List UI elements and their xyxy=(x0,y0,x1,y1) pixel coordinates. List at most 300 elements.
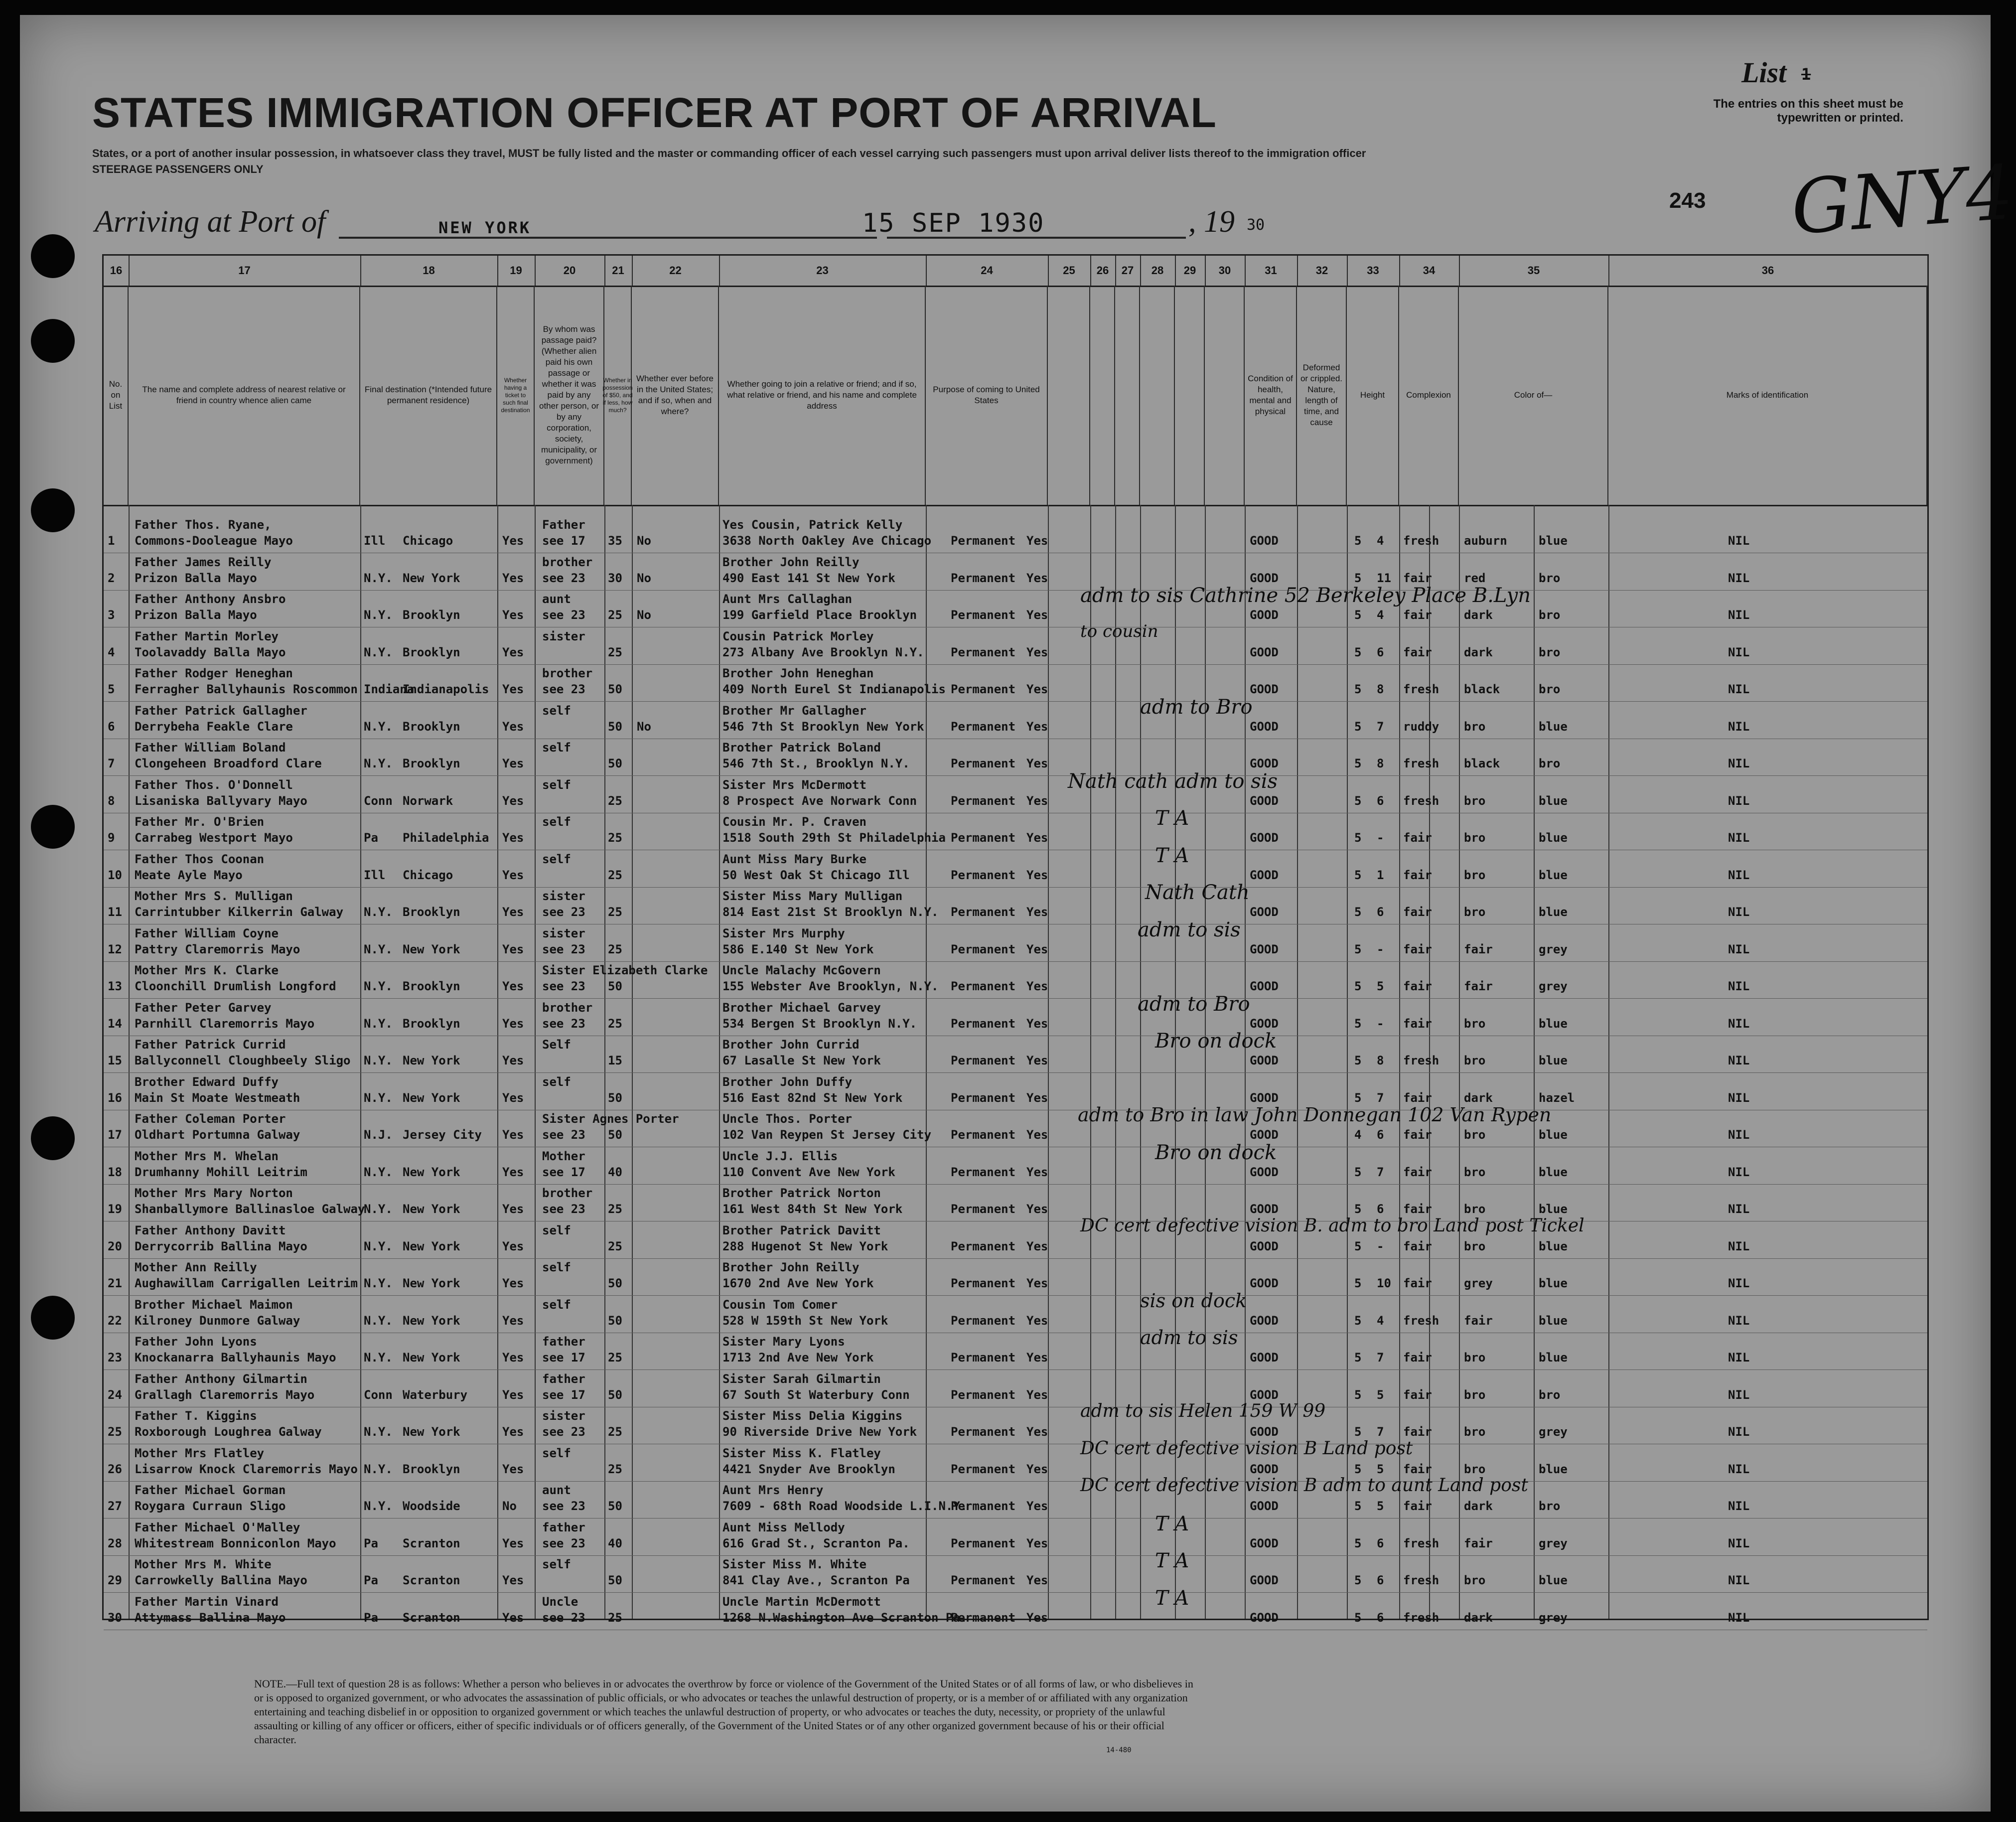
cell-rel2: Shanballymore Ballinasloe Galway xyxy=(135,1202,365,1216)
cell-stay: Yes xyxy=(1026,1276,1048,1290)
cell-marks: NIL xyxy=(1728,534,1750,548)
cell-rel2: Kilroney Dunmore Galway xyxy=(135,1313,300,1328)
typewritten-note: The entries on this sheet must be typewritten or printed. xyxy=(1713,97,1903,125)
cell-ticket: Yes xyxy=(502,682,524,696)
table-row xyxy=(104,775,1927,813)
cell-feet: 5 xyxy=(1354,534,1362,548)
cell-no: 11 xyxy=(108,905,122,919)
column-number: 25 xyxy=(1048,256,1091,286)
cell-marks: NIL xyxy=(1728,831,1750,845)
cell-purpose: Permanent xyxy=(951,979,1016,993)
cell-feet: 5 xyxy=(1354,571,1362,585)
cell-city: Brooklyn xyxy=(403,608,460,622)
cell-money: 50 xyxy=(608,979,622,993)
cell-state: N.Y. xyxy=(364,1499,393,1513)
port-name: NEW YORK xyxy=(438,218,532,237)
table-row xyxy=(104,812,1927,850)
column-number: 16 xyxy=(104,256,130,286)
cell-purpose: Permanent xyxy=(951,1313,1016,1328)
cell-inches: 5 xyxy=(1377,979,1384,993)
cell-state: N.Y. xyxy=(364,1054,393,1067)
cell-health: GOOD xyxy=(1250,645,1279,659)
cell-city: Philadelphia xyxy=(403,831,489,845)
cell-join1: Brother John Currid xyxy=(722,1038,860,1052)
handwritten-annotation: Nath cath adm to sis xyxy=(1068,769,1278,793)
cell-stay: Yes xyxy=(1026,1090,1048,1105)
cell-rel1: Father Coleman Porter xyxy=(135,1112,286,1126)
cell-eyes: blue xyxy=(1539,1202,1568,1216)
cell-money: 25 xyxy=(608,1202,622,1216)
cell-rel1: Father John Lyons xyxy=(135,1335,257,1349)
cell-feet: 5 xyxy=(1354,1090,1362,1105)
handwritten-annotation: DC cert defective vision B. adm to bro Land post Tickel xyxy=(1080,1215,1584,1236)
cell-feet: 5 xyxy=(1354,793,1362,808)
cell-hair: bro xyxy=(1464,719,1486,734)
cell-paid2: see 17 xyxy=(542,534,585,548)
cell-state: Pa xyxy=(364,831,378,845)
cell-money: 30 xyxy=(608,571,622,585)
cell-stay: Yes xyxy=(1026,1499,1048,1513)
cell-city: Scranton xyxy=(403,1573,460,1587)
cell-purpose: Permanent xyxy=(951,534,1016,548)
cell-paid1: sister xyxy=(542,926,585,940)
cell-health: GOOD xyxy=(1250,1573,1279,1587)
cell-complexion: fair xyxy=(1403,1090,1432,1105)
cell-state: N.Y. xyxy=(364,1090,393,1105)
cell-marks: NIL xyxy=(1728,1425,1750,1439)
table-row xyxy=(104,1220,1927,1259)
cell-paid1: father xyxy=(542,1520,585,1534)
cell-no: 6 xyxy=(108,719,115,734)
cell-inches: 4 xyxy=(1377,534,1384,548)
cell-ticket: Yes xyxy=(502,1202,524,1216)
cell-stay: Yes xyxy=(1026,719,1048,734)
cell-paid1: brother xyxy=(542,1000,593,1015)
cell-money: 50 xyxy=(608,719,622,734)
cell-health: GOOD xyxy=(1250,793,1279,808)
cell-state: Ill xyxy=(364,534,386,548)
cell-rel2: Clongeheen Broadford Clare xyxy=(135,757,322,770)
cell-eyes: grey xyxy=(1539,1536,1568,1550)
cell-rel1: Father William Boland xyxy=(135,741,286,755)
cell-feet: 5 xyxy=(1354,1276,1362,1290)
cell-city: New York xyxy=(403,1313,460,1328)
handwritten-annotation: Nath Cath xyxy=(1145,881,1250,904)
cell-city: Norwark xyxy=(403,793,453,808)
cell-hair: dark xyxy=(1464,645,1493,659)
cell-no: 14 xyxy=(108,1016,122,1031)
cell-complexion: fresh xyxy=(1403,793,1440,808)
cell-paid1: Sister Elizabeth Clarke xyxy=(542,963,708,977)
cell-paid1: Uncle xyxy=(542,1594,578,1609)
cell-purpose: Permanent xyxy=(951,942,1016,956)
cell-paid1: sister xyxy=(542,1409,585,1423)
cell-join1: Brother Patrick Norton xyxy=(722,1186,881,1200)
cell-rel2: Derrybeha Feakle Clare xyxy=(135,719,293,734)
cell-join1: Sister Miss K. Flatley xyxy=(722,1446,881,1460)
cell-hair: bro xyxy=(1464,1387,1486,1402)
cell-purpose: Permanent xyxy=(951,757,1016,770)
cell-eyes: blue xyxy=(1539,1128,1568,1142)
cell-hair: black xyxy=(1464,757,1500,770)
cell-marks: NIL xyxy=(1728,1202,1750,1216)
table-row xyxy=(104,515,1927,553)
cell-paid2: see 23 xyxy=(542,942,585,956)
cell-eyes: grey xyxy=(1539,1610,1568,1625)
cell-feet: 5 xyxy=(1354,1054,1362,1067)
cell-purpose: Permanent xyxy=(951,868,1016,882)
cell-complexion: fresh xyxy=(1403,757,1440,770)
cell-city: Brooklyn xyxy=(403,1016,460,1031)
cell-hair: fair xyxy=(1464,942,1493,956)
column-header: Color of— xyxy=(1459,286,1608,505)
handwritten-annotation: DC cert defective vision B adm to aunt Land post xyxy=(1080,1475,1528,1496)
cell-health: GOOD xyxy=(1250,1090,1279,1105)
cell-rel2: Commons-Dooleague Mayo xyxy=(135,534,293,548)
arrival-date: 15 SEP 1930 xyxy=(862,208,1045,238)
cell-health: GOOD xyxy=(1250,1462,1279,1476)
cell-stay: Yes xyxy=(1026,645,1048,659)
cell-marks: NIL xyxy=(1728,1016,1750,1031)
instructions-text: States, or a port of another insular possession, in whatsoever class they travel, MUST be fully listed and the master or commanding officer of each vessel carrying such passengers must upon arrival deliver lists thereof to the immigration officer xyxy=(92,147,1366,159)
column-number: 18 xyxy=(360,256,498,286)
column-header: Whether going to join a relative or friend; and if so, what relative or friend, and his name and complete address xyxy=(719,286,926,505)
cell-feet: 5 xyxy=(1354,719,1362,734)
cell-feet: 5 xyxy=(1354,1462,1362,1476)
cell-eyes: blue xyxy=(1539,1016,1568,1031)
cell-paid2: see 23 xyxy=(542,682,585,696)
cell-money: 25 xyxy=(608,868,622,882)
cell-state: N.Y. xyxy=(364,1425,393,1439)
list-number: 1 xyxy=(1801,65,1811,84)
cell-eyes: blue xyxy=(1539,534,1568,548)
cell-hair: auburn xyxy=(1464,534,1507,548)
cell-state: N.Y. xyxy=(364,757,393,770)
cell-paid1: brother xyxy=(542,555,593,569)
cell-purpose: Permanent xyxy=(951,1573,1016,1587)
column-header: Purpose of coming to United States xyxy=(926,286,1048,505)
cell-health: GOOD xyxy=(1250,1313,1279,1328)
cell-health: GOOD xyxy=(1250,905,1279,919)
cell-paid1: self xyxy=(542,703,571,718)
cell-marks: NIL xyxy=(1728,1128,1750,1142)
cell-join1: Yes Cousin, Patrick Kelly xyxy=(722,518,903,532)
cell-paid1: self xyxy=(542,741,571,755)
cell-money: 25 xyxy=(608,831,622,845)
cell-ticket: Yes xyxy=(502,831,524,845)
table-row xyxy=(104,1480,1927,1518)
cell-join1: Cousin Patrick Morley xyxy=(722,629,874,643)
cell-hair: dark xyxy=(1464,1090,1493,1105)
column-number: 32 xyxy=(1297,256,1348,286)
cell-stay: Yes xyxy=(1026,979,1048,993)
cell-paid1: Mother xyxy=(542,1149,585,1163)
cell-paid1: self xyxy=(542,852,571,866)
table-row xyxy=(104,552,1927,591)
cell-join2: 4421 Snyder Ave Brooklyn xyxy=(722,1462,895,1476)
cell-money: 15 xyxy=(608,1054,622,1067)
cell-hair: bro xyxy=(1464,1573,1486,1587)
cell-stay: Yes xyxy=(1026,793,1048,808)
cell-complexion: fresh xyxy=(1403,1573,1440,1587)
cell-stay: Yes xyxy=(1026,1425,1048,1439)
cell-no: 25 xyxy=(108,1425,122,1439)
column-header: Whether in possession of $50, and if less, how much? xyxy=(604,286,632,505)
cell-paid2: see 17 xyxy=(542,1387,585,1402)
cell-hair: red xyxy=(1464,571,1486,585)
cell-rel1: Father Peter Garvey xyxy=(135,1000,272,1015)
cell-no: 4 xyxy=(108,645,115,659)
cell-health: GOOD xyxy=(1250,757,1279,770)
cell-rel2: Grallagh Claremorris Mayo xyxy=(135,1387,315,1402)
cell-money: 35 xyxy=(608,534,622,548)
cell-ticket: Yes xyxy=(502,757,524,770)
handwritten-annotation: DC cert defective vision B Land post xyxy=(1080,1438,1413,1459)
column-number: 33 xyxy=(1347,256,1400,286)
cell-feet: 5 xyxy=(1354,608,1362,622)
column-number: 29 xyxy=(1175,256,1206,286)
cell-join1: Sister Mrs McDermott xyxy=(722,777,866,792)
cell-no: 7 xyxy=(108,757,115,770)
cell-state: N.Y. xyxy=(364,571,393,585)
cell-join2: 288 Hugenot St New York xyxy=(722,1239,888,1253)
cell-ticket: Yes xyxy=(502,1165,524,1179)
cell-rel2: Meate Ayle Mayo xyxy=(135,868,243,882)
cell-join2: 409 North Eurel St Indianapolis xyxy=(722,682,946,696)
cell-rel1: Father Mr. O'Brien xyxy=(135,815,265,829)
cell-city: Brooklyn xyxy=(403,757,460,770)
cell-inches: 5 xyxy=(1377,1387,1384,1402)
cell-city: New York xyxy=(403,1202,460,1216)
cell-join1: Brother Patrick Boland xyxy=(722,741,881,755)
cell-eyes: bro xyxy=(1539,682,1561,696)
cell-marks: NIL xyxy=(1728,1499,1750,1513)
cell-join1: Sister Miss Mary Mulligan xyxy=(722,889,903,903)
cell-paid1: aunt xyxy=(542,592,571,606)
cell-before: No xyxy=(637,719,651,734)
cell-health: GOOD xyxy=(1250,1202,1279,1216)
handwritten-annotation: adm to sis xyxy=(1138,918,1241,941)
handwritten-annotation: Bro on dock xyxy=(1155,1030,1277,1053)
page-title: STATES IMMIGRATION OFFICER AT PORT OF ARRIVAL xyxy=(92,89,1217,136)
cell-inches: 7 xyxy=(1377,1090,1384,1105)
cell-purpose: Permanent xyxy=(951,1536,1016,1550)
cell-paid1: self xyxy=(542,1297,571,1312)
cell-complexion: fair xyxy=(1403,1239,1432,1253)
table-row xyxy=(104,1554,1927,1593)
cell-purpose: Permanent xyxy=(951,1499,1016,1513)
cell-join2: 546 7th St Brooklyn New York xyxy=(722,719,924,734)
cell-feet: 5 xyxy=(1354,868,1362,882)
cell-purpose: Permanent xyxy=(951,1128,1016,1142)
cell-marks: NIL xyxy=(1728,868,1750,882)
table-row xyxy=(104,626,1927,665)
cell-no: 8 xyxy=(108,793,115,808)
cell-money: 50 xyxy=(608,1276,622,1290)
cell-marks: NIL xyxy=(1728,793,1750,808)
cell-paid1: father xyxy=(542,1371,585,1386)
cell-stay: Yes xyxy=(1026,1239,1048,1253)
cell-city: New York xyxy=(403,1276,460,1290)
cell-marks: NIL xyxy=(1728,1351,1750,1365)
cell-inches: 8 xyxy=(1377,1054,1384,1067)
cell-ticket: Yes xyxy=(502,608,524,622)
cell-join2: 528 W 159th St New York xyxy=(722,1313,888,1328)
handwritten-annotation: adm to sis Helen 159 W 99 xyxy=(1080,1401,1326,1421)
cell-hair: fair xyxy=(1464,1536,1493,1550)
cell-inches: 8 xyxy=(1377,757,1384,770)
cell-health: GOOD xyxy=(1250,534,1279,548)
cell-city: Scranton xyxy=(403,1610,460,1625)
cell-ticket: Yes xyxy=(502,719,524,734)
column-header-blank xyxy=(1205,286,1245,505)
cell-no: 24 xyxy=(108,1387,122,1402)
cell-paid2: see 17 xyxy=(542,1165,585,1179)
cell-join2: 199 Garfield Place Brooklyn xyxy=(722,608,917,622)
cell-state: N.Y. xyxy=(364,942,393,956)
cell-stay: Yes xyxy=(1026,942,1048,956)
cell-state: Pa xyxy=(364,1610,378,1625)
cell-marks: NIL xyxy=(1728,1610,1750,1625)
cell-rel2: Knockanarra Ballyhaunis Mayo xyxy=(135,1351,336,1365)
cell-inches: - xyxy=(1377,1239,1384,1253)
cell-join2: 155 Webster Ave Brooklyn, N.Y. xyxy=(722,979,939,993)
cell-rel1: Mother Mrs Mary Norton xyxy=(135,1186,293,1200)
cell-no: 22 xyxy=(108,1313,122,1328)
cell-purpose: Permanent xyxy=(951,1165,1016,1179)
cell-purpose: Permanent xyxy=(951,1090,1016,1105)
binder-hole xyxy=(31,1116,75,1160)
cell-complexion: fair xyxy=(1403,608,1432,622)
column-number: 22 xyxy=(632,256,720,286)
cell-state: N.Y. xyxy=(364,1276,393,1290)
cell-inches: 6 xyxy=(1377,905,1384,919)
cell-complexion: fair xyxy=(1403,1387,1432,1402)
column-header-blank xyxy=(1140,286,1175,505)
column-number: 20 xyxy=(535,256,605,286)
manifest-sheet xyxy=(20,15,2016,1812)
binder-hole xyxy=(31,805,75,849)
cell-join2: 110 Convent Ave New York xyxy=(722,1165,895,1179)
column-number: 36 xyxy=(1608,256,1928,286)
cell-rel1: Father Thos. O'Donnell xyxy=(135,777,293,792)
cell-paid2: see 17 xyxy=(542,1351,585,1365)
cell-paid1: Father xyxy=(542,518,585,532)
cell-rel1: Father T. Kiggins xyxy=(135,1409,257,1423)
cell-inches: 6 xyxy=(1377,1573,1384,1587)
table-row xyxy=(104,1183,1927,1221)
handwritten-annotation: Bro on dock xyxy=(1155,1141,1277,1164)
cell-feet: 5 xyxy=(1354,1536,1362,1550)
cell-complexion: fresh xyxy=(1403,1313,1440,1328)
cell-join1: Uncle Malachy McGovern xyxy=(722,963,881,977)
binder-hole xyxy=(31,488,75,532)
cell-city: Brooklyn xyxy=(403,905,460,919)
cell-feet: 5 xyxy=(1354,682,1362,696)
cell-paid1: Self xyxy=(542,1038,571,1052)
cell-inches: - xyxy=(1377,831,1384,845)
cell-inches: - xyxy=(1377,942,1384,956)
cell-rel1: Mother Mrs K. Clarke xyxy=(135,963,279,977)
cell-join2: 490 East 141 St New York xyxy=(722,571,895,585)
cell-marks: NIL xyxy=(1728,682,1750,696)
cell-feet: 4 xyxy=(1354,1128,1362,1142)
cell-no: 3 xyxy=(108,608,115,622)
cell-marks: NIL xyxy=(1728,608,1750,622)
cell-feet: 5 xyxy=(1354,1573,1362,1587)
cell-eyes: bro xyxy=(1539,645,1561,659)
cell-complexion: fair xyxy=(1403,831,1432,845)
cell-inches: 8 xyxy=(1377,682,1384,696)
handwritten-annotation: T A xyxy=(1155,807,1189,830)
cell-complexion: fresh xyxy=(1403,682,1440,696)
cell-hair: bro xyxy=(1464,1425,1486,1439)
cell-paid2: see 23 xyxy=(542,1425,585,1439)
cell-complexion: fair xyxy=(1403,571,1432,585)
cell-money: 50 xyxy=(608,682,622,696)
cell-paid2: see 23 xyxy=(542,1610,585,1625)
cell-stay: Yes xyxy=(1026,1016,1048,1031)
cell-stay: Yes xyxy=(1026,1351,1048,1365)
cell-marks: NIL xyxy=(1728,942,1750,956)
column-number: 30 xyxy=(1205,256,1246,286)
cell-hair: bro xyxy=(1464,868,1486,882)
cell-ticket: No xyxy=(502,1499,517,1513)
cell-rel1: Father Anthony Ansbro xyxy=(135,592,286,606)
cell-eyes: blue xyxy=(1539,1351,1568,1365)
cell-rel2: Cloonchill Drumlish Longford xyxy=(135,979,336,993)
cell-ticket: Yes xyxy=(502,1276,524,1290)
cell-rel2: Drumhanny Mohill Leitrim xyxy=(135,1165,307,1179)
cell-eyes: blue xyxy=(1539,793,1568,808)
cell-rel1: Father Patrick Currid xyxy=(135,1038,286,1052)
cell-no: 5 xyxy=(108,682,115,696)
column-header: The name and complete address of nearest relative or friend in country whence alien came xyxy=(129,286,360,505)
cell-join1: Sister Mrs Murphy xyxy=(722,926,845,940)
cell-money: 40 xyxy=(608,1165,622,1179)
cell-city: New York xyxy=(403,942,460,956)
cell-inches: 4 xyxy=(1377,608,1384,622)
cell-ticket: Yes xyxy=(502,1536,524,1550)
cell-state: N.Y. xyxy=(364,1016,393,1031)
cell-money: 25 xyxy=(608,1351,622,1365)
cell-marks: NIL xyxy=(1728,1536,1750,1550)
cell-complexion: fair xyxy=(1403,1016,1432,1031)
cell-state: N.Y. xyxy=(364,645,393,659)
cell-inches: 6 xyxy=(1377,793,1384,808)
cell-join2: 586 E.140 St New York xyxy=(722,942,874,956)
cell-city: New York xyxy=(403,571,460,585)
table-row xyxy=(104,886,1927,924)
handwritten-stamp: GNY4 xyxy=(1788,149,2016,252)
column-number: 35 xyxy=(1459,256,1609,286)
column-number: 26 xyxy=(1090,256,1116,286)
year-suffix: 30 xyxy=(1247,216,1265,234)
cell-feet: 5 xyxy=(1354,1425,1362,1439)
cell-ticket: Yes xyxy=(502,979,524,993)
cell-paid2: see 23 xyxy=(542,905,585,919)
cell-eyes: blue xyxy=(1539,868,1568,882)
cell-marks: NIL xyxy=(1728,757,1750,770)
cell-join1: Cousin Mr. P. Craven xyxy=(722,815,866,829)
cell-city: New York xyxy=(403,1090,460,1105)
cell-join2: 516 East 82nd St New York xyxy=(722,1090,903,1105)
cell-health: GOOD xyxy=(1250,1016,1279,1031)
cell-join2: 1670 2nd Ave New York xyxy=(722,1276,874,1290)
cell-state: N.Y. xyxy=(364,1351,393,1365)
cell-complexion: fresh xyxy=(1403,1536,1440,1550)
cell-stay: Yes xyxy=(1026,1462,1048,1476)
